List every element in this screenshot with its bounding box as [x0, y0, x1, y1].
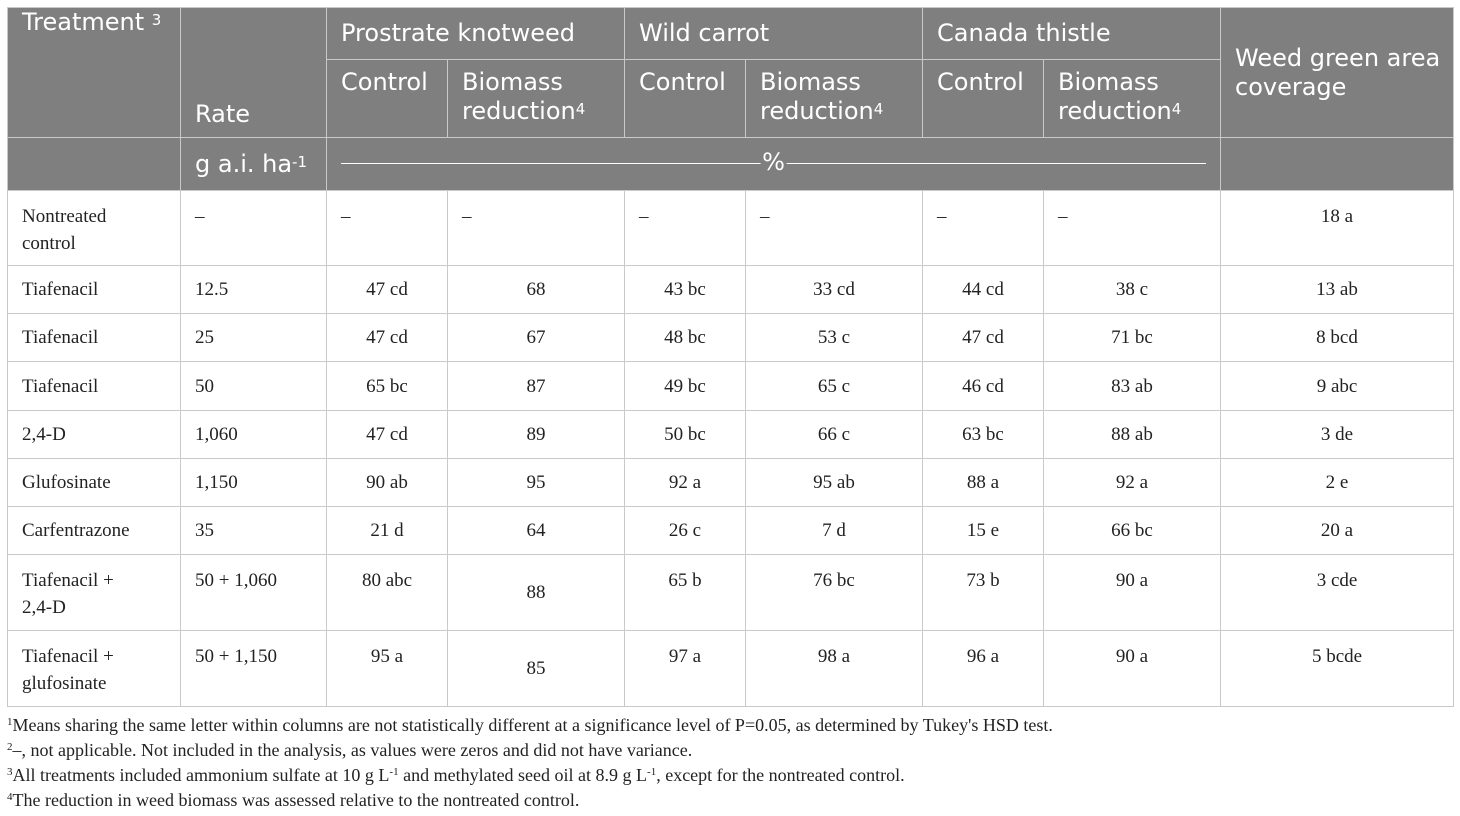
cell-thistle-control: 73 b [923, 555, 1044, 631]
cell-carrot-control: 43 bc [625, 266, 746, 314]
header-control-1: Control [327, 60, 448, 138]
cell-knotweed-biomass: 87 [448, 362, 625, 411]
cell-carrot-control: 49 bc [625, 362, 746, 411]
cell-rate: 50 [181, 362, 327, 411]
cell-carrot-biomass: 33 cd [746, 266, 923, 314]
cell-thistle-biomass: 90 a [1044, 555, 1221, 631]
header-treatment: Treatment $^3$ [8, 8, 181, 138]
cell-rate: 25 [181, 314, 327, 362]
cell-coverage: 2 e [1221, 459, 1454, 507]
cell-knotweed-control: 80 abc [327, 555, 448, 631]
cell-knotweed-control: 47 cd [327, 266, 448, 314]
cell-treatment: Tiafenacil + 2,4-D [8, 555, 181, 631]
cell-rate: 35 [181, 507, 327, 555]
cell-thistle-control: 63 bc [923, 411, 1044, 459]
cell-coverage: 20 a [1221, 507, 1454, 555]
footnote-3: $^3$All treatments included ammonium sulfate at 10 g $L^{-1}$ and methylated seed oil at 8.9 g $L^{-1}$, except for the nontreated control. [7, 765, 905, 785]
cell-thistle-control: 96 a [923, 631, 1044, 707]
cell-rate: 50 + 1,150 [181, 631, 327, 707]
cell-coverage: 9 abc [1221, 362, 1454, 411]
cell-thistle-control: 47 cd [923, 314, 1044, 362]
header-species-1: Prostrate knotweed [327, 8, 625, 60]
cell-knotweed-control: 90 ab [327, 459, 448, 507]
header-control-2: Control [625, 60, 746, 138]
header-species-3: Canada thistle [923, 8, 1221, 60]
cell-treatment: Carfentrazone [8, 507, 181, 555]
cell-carrot-control: 50 bc [625, 411, 746, 459]
cell-carrot-biomass: 53 c [746, 314, 923, 362]
cell-thistle-control: 44 cd [923, 266, 1044, 314]
cell-coverage: 3 cde [1221, 555, 1454, 631]
percent-label: % [762, 148, 785, 176]
cell-carrot-control: 48 bc [625, 314, 746, 362]
cell-carrot-control: – [625, 191, 746, 266]
header-species-2: Wild carrot [625, 8, 923, 60]
header-rate-unit: g a.i. $ha^{-1}$ [181, 138, 327, 191]
cell-rate: – [181, 191, 327, 266]
header-biomass-2: Biomass reduction$^4$ [746, 60, 923, 138]
cell-carrot-control: 97 a [625, 631, 746, 707]
cell-knotweed-control: 21 d [327, 507, 448, 555]
cell-carrot-biomass: 65 c [746, 362, 923, 411]
footnote-4: $^4$The reduction in weed biomass was assessed relative to the nontreated control. [7, 790, 580, 810]
header-biomass-3: Biomass reduction$^4$ [1044, 60, 1221, 138]
cell-thistle-control: – [923, 191, 1044, 266]
cell-thistle-control: 88 a [923, 459, 1044, 507]
cell-thistle-biomass: 66 bc [1044, 507, 1221, 555]
cell-coverage: 5 bcde [1221, 631, 1454, 707]
cell-knotweed-control: 47 cd [327, 314, 448, 362]
cell-knotweed-biomass: 85 [448, 631, 625, 707]
table-row [8, 507, 1454, 555]
cell-thistle-biomass: 92 a [1044, 459, 1221, 507]
cell-coverage: 3 de [1221, 411, 1454, 459]
footnotes [7, 713, 1453, 813]
cell-rate: 12.5 [181, 266, 327, 314]
cell-knotweed-control: 95 a [327, 631, 448, 707]
cell-knotweed-biomass: – [448, 191, 625, 266]
table-row [8, 411, 1454, 459]
cell-thistle-biomass: 71 bc [1044, 314, 1221, 362]
cell-knotweed-control: 65 bc [327, 362, 448, 411]
cell-knotweed-biomass: 89 [448, 411, 625, 459]
cell-carrot-biomass: 95 ab [746, 459, 923, 507]
footnote-2: $^2$–, not applicable. Not included in the analysis, as values were zeros and did not have variance. [7, 740, 693, 760]
table-row [8, 266, 1454, 314]
cell-carrot-biomass: 7 d [746, 507, 923, 555]
cell-knotweed-biomass: 95 [448, 459, 625, 507]
table-row [8, 362, 1454, 411]
cell-thistle-biomass: – [1044, 191, 1221, 266]
cell-carrot-biomass: 66 c [746, 411, 923, 459]
cell-treatment: Tiafenacil + glufosinate [8, 631, 181, 707]
cell-carrot-control: 26 c [625, 507, 746, 555]
cell-carrot-biomass: 76 bc [746, 555, 923, 631]
results-table [7, 7, 1454, 707]
header-coverage: Weed green area coverage [1221, 8, 1454, 138]
header-percent-rule [327, 138, 1221, 191]
cell-coverage: 13 ab [1221, 266, 1454, 314]
cell-treatment: Tiafenacil [8, 362, 181, 411]
cell-coverage: 8 bcd [1221, 314, 1454, 362]
table-row [8, 191, 1454, 266]
cell-knotweed-control: 47 cd [327, 411, 448, 459]
cell-thistle-biomass: 90 a [1044, 631, 1221, 707]
header-biomass-1: Biomass reduction$^4$ [448, 60, 625, 138]
cell-carrot-biomass: – [746, 191, 923, 266]
cell-carrot-biomass: 98 a [746, 631, 923, 707]
header-control-3: Control [923, 60, 1044, 138]
cell-thistle-biomass: 88 ab [1044, 411, 1221, 459]
header-coverage-blank [1221, 138, 1454, 191]
cell-treatment: Glufosinate [8, 459, 181, 507]
table-row [8, 631, 1454, 707]
cell-knotweed-biomass: 64 [448, 507, 625, 555]
cell-coverage: 18 a [1221, 191, 1454, 266]
cell-knotweed-biomass: 67 [448, 314, 625, 362]
table-row [8, 314, 1454, 362]
cell-thistle-control: 46 cd [923, 362, 1044, 411]
cell-treatment: Nontreated control [8, 191, 181, 266]
cell-rate: 50 + 1,060 [181, 555, 327, 631]
cell-knotweed-biomass: 68 [448, 266, 625, 314]
cell-carrot-control: 92 a [625, 459, 746, 507]
table-row [8, 555, 1454, 631]
cell-treatment: Tiafenacil [8, 314, 181, 362]
header-rate: Rate [181, 8, 327, 138]
cell-thistle-control: 15 e [923, 507, 1044, 555]
cell-carrot-control: 65 b [625, 555, 746, 631]
cell-thistle-biomass: 83 ab [1044, 362, 1221, 411]
cell-rate: 1,150 [181, 459, 327, 507]
cell-knotweed-control: – [327, 191, 448, 266]
cell-treatment: 2,4-D [8, 411, 181, 459]
footnote-1: $^1$Means sharing the same letter within columns are not statistically different at a significance level of P=0.05, as determined by Tukey's HSD test. [7, 715, 1053, 735]
cell-thistle-biomass: 38 c [1044, 266, 1221, 314]
table-row [8, 459, 1454, 507]
cell-knotweed-biomass: 88 [448, 555, 625, 631]
header-unit-blank [8, 138, 181, 191]
cell-treatment: Tiafenacil [8, 266, 181, 314]
cell-rate: 1,060 [181, 411, 327, 459]
